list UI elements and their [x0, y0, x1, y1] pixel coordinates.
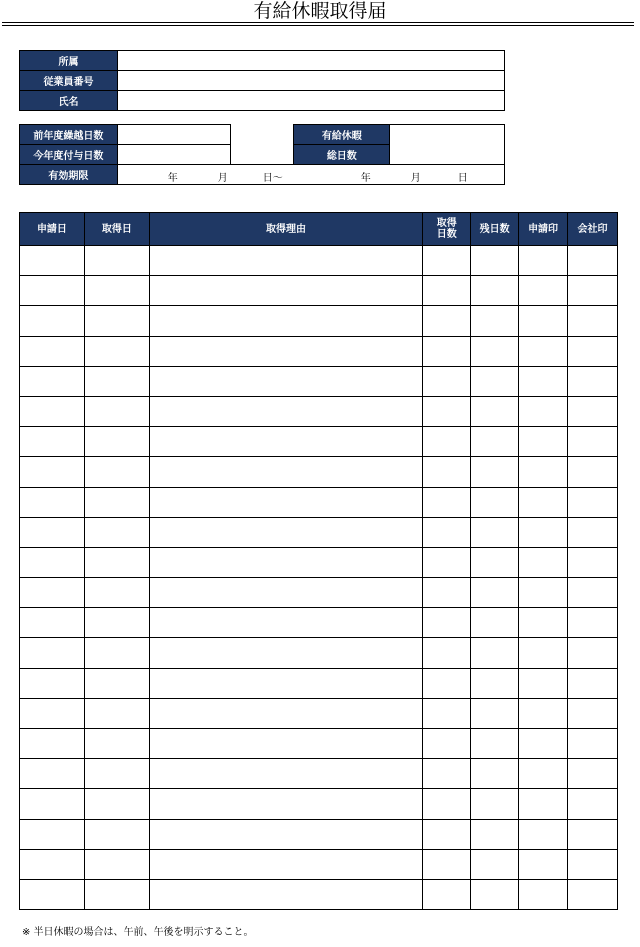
remaining-cell[interactable]	[471, 759, 519, 789]
applicant-seal-cell[interactable]	[519, 668, 568, 698]
reason-cell[interactable]	[149, 819, 422, 849]
applicant-seal-cell[interactable]	[519, 608, 568, 638]
company-seal-cell[interactable]	[568, 879, 618, 909]
affiliation-label: 所属	[20, 51, 118, 71]
header-days-line2: 日数	[436, 229, 457, 240]
acquire-date-cell[interactable]	[84, 608, 149, 638]
applicant-seal-cell[interactable]	[519, 547, 568, 577]
acquire-date-cell[interactable]	[84, 638, 149, 668]
applicant-seal-cell[interactable]	[519, 246, 568, 276]
acquire-date-cell[interactable]	[84, 578, 149, 608]
applicant-seal-cell[interactable]	[519, 306, 568, 336]
remaining-cell[interactable]	[471, 396, 519, 426]
acquire-date-cell[interactable]	[84, 789, 149, 819]
granted-label: 今年度付与日数	[20, 145, 118, 165]
applicant-seal-cell[interactable]	[519, 698, 568, 728]
affiliation-row	[20, 51, 505, 71]
remaining-cell[interactable]	[471, 306, 519, 336]
ledger-body	[20, 246, 618, 910]
applicant-seal-cell[interactable]	[519, 487, 568, 517]
title-underline-top	[2, 22, 634, 23]
company-seal-cell[interactable]	[568, 608, 618, 638]
reason-cell[interactable]	[149, 578, 422, 608]
remaining-cell[interactable]	[471, 849, 519, 879]
table-row	[20, 668, 618, 698]
name-label: 氏名	[20, 91, 118, 111]
days-cell[interactable]	[423, 578, 471, 608]
table-row	[20, 729, 618, 759]
valid-period-text	[118, 165, 504, 184]
remaining-cell[interactable]	[471, 547, 519, 577]
request-date-cell[interactable]	[20, 608, 85, 638]
header-acquire-date: 取得日	[84, 213, 149, 246]
table-row	[20, 457, 618, 487]
applicant-seal-cell[interactable]	[519, 396, 568, 426]
request-date-cell[interactable]	[20, 819, 85, 849]
reason-cell[interactable]	[149, 306, 422, 336]
company-seal-cell[interactable]	[568, 487, 618, 517]
company-seal-cell[interactable]	[568, 276, 618, 306]
remaining-cell[interactable]	[471, 668, 519, 698]
company-seal-cell[interactable]	[568, 668, 618, 698]
days-cell[interactable]	[423, 819, 471, 849]
table-row	[20, 608, 618, 638]
employee-number-row	[20, 71, 505, 91]
header-company-seal: 会社印	[568, 213, 618, 246]
acquire-date-cell[interactable]	[84, 457, 149, 487]
reason-cell[interactable]	[149, 457, 422, 487]
company-seal-cell[interactable]	[568, 427, 618, 457]
remaining-cell[interactable]	[471, 487, 519, 517]
applicant-seal-cell[interactable]	[519, 759, 568, 789]
reason-cell[interactable]	[149, 698, 422, 728]
request-date-cell[interactable]	[20, 457, 85, 487]
company-seal-cell[interactable]	[568, 698, 618, 728]
reason-cell[interactable]	[149, 759, 422, 789]
reason-cell[interactable]	[149, 668, 422, 698]
affiliation-field[interactable]	[118, 51, 505, 71]
days-cell[interactable]	[423, 789, 471, 819]
period-day-end: 日	[457, 173, 468, 184]
acquire-date-cell[interactable]	[84, 306, 149, 336]
request-date-cell[interactable]	[20, 849, 85, 879]
table-row	[20, 427, 618, 457]
request-date-cell[interactable]	[20, 306, 85, 336]
days-cell[interactable]	[423, 366, 471, 396]
request-date-cell[interactable]	[20, 638, 85, 668]
days-cell[interactable]	[423, 608, 471, 638]
header-remaining: 残日数	[471, 213, 519, 246]
valid-period-field[interactable]	[117, 165, 504, 185]
table-row	[20, 759, 618, 789]
table-row	[20, 578, 618, 608]
acquire-date-cell[interactable]	[84, 819, 149, 849]
header-applicant-seal: 申請印	[519, 213, 568, 246]
remaining-cell[interactable]	[471, 276, 519, 306]
table-row	[20, 849, 618, 879]
reason-cell[interactable]	[149, 729, 422, 759]
valid-period-label: 有効期限	[20, 165, 118, 185]
request-date-cell[interactable]	[20, 668, 85, 698]
remaining-cell[interactable]	[471, 789, 519, 819]
days-cell[interactable]	[423, 457, 471, 487]
days-cell[interactable]	[423, 729, 471, 759]
acquire-date-cell[interactable]	[84, 849, 149, 879]
period-year-start: 年	[167, 173, 178, 184]
days-cell[interactable]	[423, 849, 471, 879]
footnote: ※ 半日休暇の場合は、午前、午後を明示すること。	[22, 927, 254, 938]
table-row	[20, 638, 618, 668]
title-underline-bottom	[2, 25, 634, 26]
remaining-cell[interactable]	[471, 366, 519, 396]
acquire-date-cell[interactable]	[84, 668, 149, 698]
period-month-end: 月	[410, 173, 421, 184]
remaining-cell[interactable]	[471, 729, 519, 759]
applicant-seal-cell[interactable]	[519, 849, 568, 879]
reason-cell[interactable]	[149, 789, 422, 819]
reason-cell[interactable]	[149, 427, 422, 457]
table-row	[20, 276, 618, 306]
company-seal-cell[interactable]	[568, 306, 618, 336]
reason-cell[interactable]	[149, 396, 422, 426]
days-cell[interactable]	[423, 759, 471, 789]
remaining-cell[interactable]	[471, 608, 519, 638]
days-cell[interactable]	[423, 487, 471, 517]
ledger-header-row	[20, 213, 618, 246]
company-seal-cell[interactable]	[568, 849, 618, 879]
table-row	[20, 789, 618, 819]
remaining-cell[interactable]	[471, 698, 519, 728]
company-seal-cell[interactable]	[568, 547, 618, 577]
carryover-label: 前年度繰越日数	[20, 125, 118, 145]
days-cell[interactable]	[423, 547, 471, 577]
days-cell[interactable]	[423, 668, 471, 698]
days-cell[interactable]	[423, 638, 471, 668]
request-date-cell[interactable]	[20, 427, 85, 457]
remaining-cell[interactable]	[471, 246, 519, 276]
request-date-cell[interactable]	[20, 517, 85, 547]
reason-cell[interactable]	[149, 517, 422, 547]
remaining-cell[interactable]	[471, 457, 519, 487]
company-seal-cell[interactable]	[568, 336, 618, 366]
request-date-cell[interactable]	[20, 729, 85, 759]
days-cell[interactable]	[423, 396, 471, 426]
total-days-field[interactable]	[390, 125, 505, 165]
days-cell[interactable]	[423, 879, 471, 909]
table-row	[20, 879, 618, 909]
applicant-seal-cell[interactable]	[519, 427, 568, 457]
company-seal-cell[interactable]	[568, 246, 618, 276]
document-title: 有給休暇取得届	[253, 0, 387, 22]
acquire-date-cell[interactable]	[84, 487, 149, 517]
applicant-seal-cell[interactable]	[519, 336, 568, 366]
acquire-date-cell[interactable]	[84, 336, 149, 366]
carryover-row	[20, 125, 505, 145]
company-seal-cell[interactable]	[568, 578, 618, 608]
applicant-seal-cell[interactable]	[519, 729, 568, 759]
applicant-seal-cell[interactable]	[519, 457, 568, 487]
request-date-cell[interactable]	[20, 276, 85, 306]
period-day-start: 日～	[262, 173, 283, 184]
employee-info-table	[19, 50, 505, 111]
carryover-field[interactable]	[117, 125, 230, 145]
applicant-seal-cell[interactable]	[519, 276, 568, 306]
leave-ledger-table	[19, 212, 618, 910]
days-cell[interactable]	[423, 306, 471, 336]
employee-number-field[interactable]	[118, 71, 505, 91]
reason-cell[interactable]	[149, 276, 422, 306]
table-row	[20, 336, 618, 366]
acquire-date-cell[interactable]	[84, 427, 149, 457]
applicant-seal-cell[interactable]	[519, 879, 568, 909]
total-label-line2: 総日数	[294, 145, 390, 165]
reason-cell[interactable]	[149, 366, 422, 396]
applicant-seal-cell[interactable]	[519, 578, 568, 608]
request-date-cell[interactable]	[20, 246, 85, 276]
company-seal-cell[interactable]	[568, 517, 618, 547]
header-days-line1: 取得	[436, 218, 457, 229]
company-seal-cell[interactable]	[568, 457, 618, 487]
remaining-cell[interactable]	[471, 427, 519, 457]
company-seal-cell[interactable]	[568, 396, 618, 426]
reason-cell[interactable]	[149, 638, 422, 668]
acquire-date-cell[interactable]	[84, 729, 149, 759]
applicant-seal-cell[interactable]	[519, 517, 568, 547]
acquire-date-cell[interactable]	[84, 759, 149, 789]
leave-days-table	[19, 124, 505, 185]
acquire-date-cell[interactable]	[84, 396, 149, 426]
header-request-date: 申請日	[20, 213, 85, 246]
request-date-cell[interactable]	[20, 578, 85, 608]
request-date-cell[interactable]	[20, 336, 85, 366]
applicant-seal-cell[interactable]	[519, 819, 568, 849]
period-year-end: 年	[360, 173, 371, 184]
request-date-cell[interactable]	[20, 759, 85, 789]
remaining-cell[interactable]	[471, 819, 519, 849]
request-date-cell[interactable]	[20, 879, 85, 909]
company-seal-cell[interactable]	[568, 729, 618, 759]
days-cell[interactable]	[423, 517, 471, 547]
remaining-cell[interactable]	[471, 578, 519, 608]
days-cell[interactable]	[423, 246, 471, 276]
company-seal-cell[interactable]	[568, 638, 618, 668]
header-days	[423, 213, 471, 246]
granted-field[interactable]	[117, 145, 230, 165]
header-reason: 取得理由	[149, 213, 422, 246]
reason-cell[interactable]	[149, 849, 422, 879]
valid-period-row	[20, 165, 505, 185]
total-label-line1: 有給休暇	[294, 125, 390, 145]
request-date-cell[interactable]	[20, 789, 85, 819]
company-seal-cell[interactable]	[568, 789, 618, 819]
days-cell[interactable]	[423, 276, 471, 306]
table-row	[20, 517, 618, 547]
request-date-cell[interactable]	[20, 487, 85, 517]
remaining-cell[interactable]	[471, 336, 519, 366]
days-cell[interactable]	[423, 698, 471, 728]
reason-cell[interactable]	[149, 336, 422, 366]
request-date-cell[interactable]	[20, 547, 85, 577]
reason-cell[interactable]	[149, 608, 422, 638]
table-row	[20, 547, 618, 577]
days-cell[interactable]	[423, 336, 471, 366]
company-seal-cell[interactable]	[568, 819, 618, 849]
period-month-start: 月	[217, 173, 228, 184]
table-row	[20, 396, 618, 426]
reason-cell[interactable]	[149, 487, 422, 517]
remaining-cell[interactable]	[471, 879, 519, 909]
reason-cell[interactable]	[149, 879, 422, 909]
table-row	[20, 246, 618, 276]
applicant-seal-cell[interactable]	[519, 366, 568, 396]
table-row	[20, 487, 618, 517]
remaining-cell[interactable]	[471, 638, 519, 668]
request-date-cell[interactable]	[20, 698, 85, 728]
company-seal-cell[interactable]	[568, 759, 618, 789]
table-row	[20, 819, 618, 849]
acquire-date-cell[interactable]	[84, 366, 149, 396]
request-date-cell[interactable]	[20, 366, 85, 396]
acquire-date-cell[interactable]	[84, 879, 149, 909]
reason-cell[interactable]	[149, 547, 422, 577]
employee-number-label: 従業員番号	[20, 71, 118, 91]
table-row	[20, 366, 618, 396]
name-field[interactable]	[118, 91, 505, 111]
acquire-date-cell[interactable]	[84, 276, 149, 306]
acquire-date-cell[interactable]	[84, 246, 149, 276]
acquire-date-cell[interactable]	[84, 547, 149, 577]
acquire-date-cell[interactable]	[84, 517, 149, 547]
days-cell[interactable]	[423, 427, 471, 457]
applicant-seal-cell[interactable]	[519, 638, 568, 668]
company-seal-cell[interactable]	[568, 366, 618, 396]
name-row	[20, 91, 505, 111]
remaining-cell[interactable]	[471, 517, 519, 547]
acquire-date-cell[interactable]	[84, 698, 149, 728]
table-row	[20, 306, 618, 336]
request-date-cell[interactable]	[20, 396, 85, 426]
table-row	[20, 698, 618, 728]
applicant-seal-cell[interactable]	[519, 789, 568, 819]
reason-cell[interactable]	[149, 246, 422, 276]
